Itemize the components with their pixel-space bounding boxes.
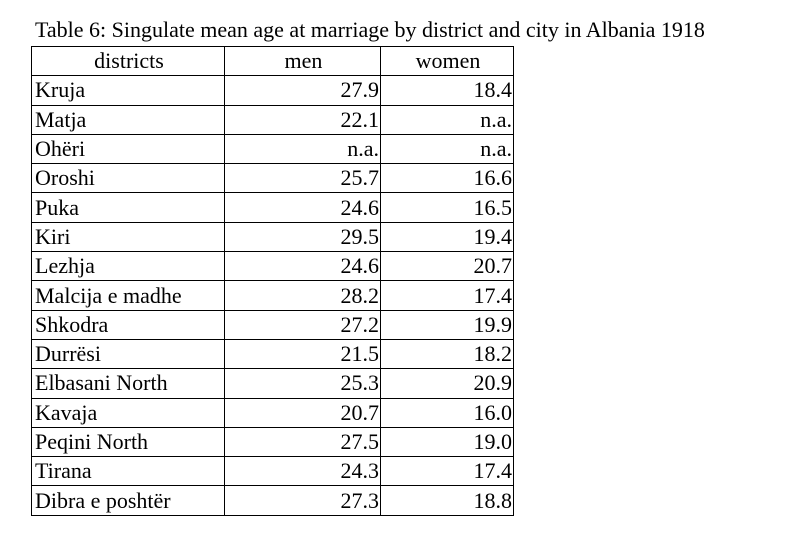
- women-value-cell: 17.4: [381, 457, 514, 486]
- table-row: [32, 369, 514, 398]
- women-value-cell: 16.6: [381, 164, 514, 193]
- women-value-cell: 18.2: [381, 339, 514, 368]
- district-cell: Matja: [32, 105, 225, 134]
- district-cell: Puka: [32, 193, 225, 222]
- district-cell: Dibra e poshtër: [32, 486, 225, 515]
- men-value-cell: 25.7: [225, 164, 381, 193]
- men-value-cell: 27.2: [225, 310, 381, 339]
- table-row: [32, 427, 514, 456]
- men-value-cell: 27.5: [225, 427, 381, 456]
- table-row: [32, 339, 514, 368]
- women-value-cell: 19.4: [381, 222, 514, 251]
- women-value-cell: 20.9: [381, 369, 514, 398]
- district-cell: Tirana: [32, 457, 225, 486]
- district-cell: Durrësi: [32, 339, 225, 368]
- women-value-cell: 16.0: [381, 398, 514, 427]
- district-cell: Ohëri: [32, 134, 225, 163]
- men-value-cell: 27.3: [225, 486, 381, 515]
- women-value-cell: n.a.: [381, 134, 514, 163]
- women-value-cell: 18.8: [381, 486, 514, 515]
- men-value-cell: 20.7: [225, 398, 381, 427]
- women-value-cell: n.a.: [381, 105, 514, 134]
- district-cell: Lezhja: [32, 252, 225, 281]
- table-row: [32, 457, 514, 486]
- district-cell: Kiri: [32, 222, 225, 251]
- men-value-cell: 27.9: [225, 76, 381, 105]
- men-value-cell: 24.3: [225, 457, 381, 486]
- women-value-cell: 16.5: [381, 193, 514, 222]
- table-row: [32, 252, 514, 281]
- table-header-row: [32, 47, 514, 76]
- women-value-cell: 19.9: [381, 310, 514, 339]
- table-row: [32, 281, 514, 310]
- table-row: [32, 310, 514, 339]
- women-value-cell: 20.7: [381, 252, 514, 281]
- women-value-cell: 18.4: [381, 76, 514, 105]
- header-women: women: [381, 47, 514, 76]
- district-cell: Kruja: [32, 76, 225, 105]
- table-body: [32, 76, 514, 515]
- men-value-cell: 24.6: [225, 193, 381, 222]
- table-row: [32, 76, 514, 105]
- men-value-cell: 25.3: [225, 369, 381, 398]
- table-row: [32, 193, 514, 222]
- table-row: [32, 486, 514, 515]
- men-value-cell: 28.2: [225, 281, 381, 310]
- district-cell: Kavaja: [32, 398, 225, 427]
- table-row: [32, 222, 514, 251]
- district-cell: Oroshi: [32, 164, 225, 193]
- header-men: men: [225, 47, 381, 76]
- table-caption: Table 6: Singulate mean age at marriage by district and city in Albania 1918: [35, 17, 705, 42]
- marriage-age-table: [31, 46, 514, 516]
- district-cell: Elbasani North: [32, 369, 225, 398]
- table-row: [32, 134, 514, 163]
- women-value-cell: 19.0: [381, 427, 514, 456]
- men-value-cell: 29.5: [225, 222, 381, 251]
- women-value-cell: 17.4: [381, 281, 514, 310]
- table-row: [32, 398, 514, 427]
- men-value-cell: 21.5: [225, 339, 381, 368]
- men-value-cell: 24.6: [225, 252, 381, 281]
- table-row: [32, 164, 514, 193]
- district-cell: Malcija e madhe: [32, 281, 225, 310]
- men-value-cell: 22.1: [225, 105, 381, 134]
- header-districts: districts: [32, 47, 225, 76]
- district-cell: Peqini North: [32, 427, 225, 456]
- district-cell: Shkodra: [32, 310, 225, 339]
- men-value-cell: n.a.: [225, 134, 381, 163]
- table-row: [32, 105, 514, 134]
